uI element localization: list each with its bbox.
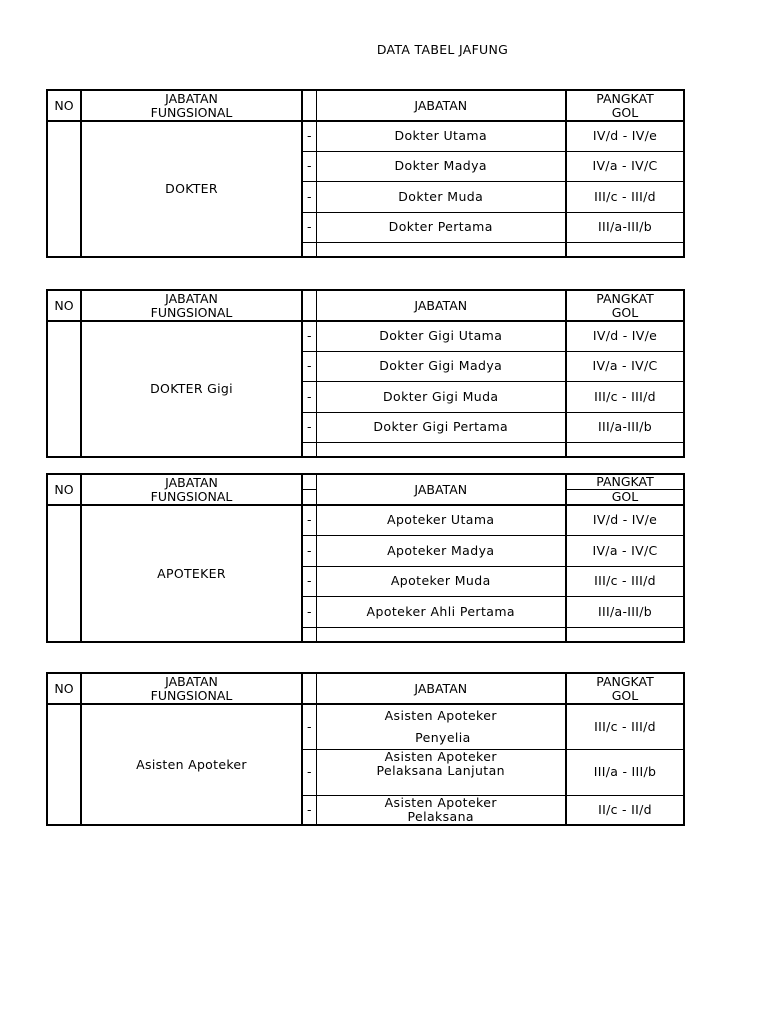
jabatan-line1: Asisten Apoteker [384, 707, 497, 723]
no-cell [47, 321, 81, 457]
jabatan-line2: Penyelia [410, 729, 471, 745]
pangkat-cell: III/c - III/d [566, 704, 684, 749]
jabatan-cell: Dokter Madya [316, 151, 566, 181]
header-jabatan-fungsional [81, 673, 302, 704]
header-pangkat: PANGKAT [566, 474, 684, 490]
row-dash: - [302, 381, 316, 412]
jabatan-fungsional-cell: Asisten Apoteker [81, 704, 302, 825]
jabatan-line1: Asisten Apoteker [384, 749, 497, 764]
header-jabatan: JABATAN [316, 90, 566, 121]
row-dash: - [302, 566, 316, 596]
jabatan-cell: Dokter Pertama [316, 212, 566, 242]
jabatan-cell [316, 795, 566, 825]
header-fungsional-line1: JABATAN [165, 290, 218, 306]
header-jabatan-fungsional [81, 290, 302, 321]
header-jabatan: JABATAN [316, 290, 566, 321]
header-pangkat-line1: PANGKAT [596, 290, 654, 306]
pangkat-cell: IV/d - IV/e [566, 321, 684, 351]
header-jabatan: JABATAN [316, 673, 566, 704]
header-no: NO [47, 290, 81, 321]
header-pangkat-gol [566, 673, 684, 704]
row-dash-empty [302, 627, 316, 642]
row-dash: - [302, 749, 316, 795]
jabatan-cell: Apoteker Ahli Pertama [316, 596, 566, 627]
pangkat-cell: IV/d - IV/e [566, 505, 684, 535]
header-jabatan-fungsional [81, 90, 302, 121]
header-dash-col [302, 490, 316, 506]
row-dash: - [302, 505, 316, 535]
no-cell [47, 704, 81, 825]
jabatan-cell: Dokter Gigi Pertama [316, 412, 566, 442]
jabatan-cell: Dokter Gigi Muda [316, 381, 566, 412]
table-header-row [47, 290, 684, 321]
table-row [47, 121, 684, 151]
row-dash: - [302, 596, 316, 627]
table-header-row [47, 90, 684, 121]
table-row [47, 505, 684, 535]
jabatan-line2: Pelaksana Lanjutan [376, 762, 505, 778]
header-pangkat-line2: GOL [611, 304, 639, 320]
header-fungsional-line2: FUNGSIONAL [150, 488, 233, 504]
jabatan-fungsional-cell: APOTEKER [81, 505, 302, 642]
pangkat-cell: II/c - II/d [566, 795, 684, 825]
pangkat-cell: III/c - III/d [566, 566, 684, 596]
pangkat-cell: IV/a - IV/C [566, 151, 684, 181]
table-header-row [47, 673, 684, 704]
jabatan-fungsional-cell: DOKTER Gigi [81, 321, 302, 457]
pangkat-cell: III/c - III/d [566, 381, 684, 412]
no-cell [47, 505, 81, 642]
pangkat-cell: III/a-III/b [566, 596, 684, 627]
header-dash-col [302, 290, 316, 321]
table-row [47, 321, 684, 351]
jabatan-cell-empty [316, 242, 566, 257]
jafung-table-dokter-gigi [46, 289, 685, 458]
header-pangkat-gol [566, 90, 684, 121]
table-header-row [47, 474, 684, 490]
pangkat-cell-empty [566, 442, 684, 457]
jabatan-cell [316, 704, 566, 749]
jabatan-cell: Apoteker Utama [316, 505, 566, 535]
table-row [47, 704, 684, 749]
jafung-table-dokter [46, 89, 685, 258]
header-dash-col [302, 474, 316, 490]
header-dash-col [302, 673, 316, 704]
row-dash-empty [302, 242, 316, 257]
pangkat-cell-empty [566, 242, 684, 257]
header-jabatan: JABATAN [316, 474, 566, 505]
pangkat-cell: III/a-III/b [566, 412, 684, 442]
pangkat-cell: III/a-III/b [566, 212, 684, 242]
row-dash: - [302, 351, 316, 381]
row-dash: - [302, 795, 316, 825]
header-pangkat-line2: GOL [611, 104, 639, 120]
row-dash: - [302, 321, 316, 351]
row-dash: - [302, 151, 316, 181]
jabatan-line2: Pelaksana [407, 808, 474, 824]
jafung-table-asisten-apoteker [46, 672, 685, 826]
jabatan-cell: Dokter Gigi Madya [316, 351, 566, 381]
pangkat-cell-empty [566, 627, 684, 642]
header-no: NO [47, 90, 81, 121]
header-jabatan-fungsional [81, 474, 302, 505]
jabatan-cell: Dokter Gigi Utama [316, 321, 566, 351]
header-fungsional-line1: JABATAN [165, 673, 218, 689]
header-pangkat-line2: GOL [611, 687, 639, 703]
row-dash-empty [302, 442, 316, 457]
row-dash: - [302, 412, 316, 442]
row-dash: - [302, 181, 316, 212]
pangkat-cell: III/c - III/d [566, 181, 684, 212]
header-pangkat-line1: PANGKAT [596, 90, 654, 106]
header-fungsional-line1: JABATAN [165, 474, 218, 490]
header-fungsional-line1: JABATAN [165, 90, 218, 106]
pangkat-cell: IV/d - IV/e [566, 121, 684, 151]
row-dash: - [302, 704, 316, 749]
header-fungsional-line2: FUNGSIONAL [150, 104, 233, 120]
jabatan-cell-empty [316, 442, 566, 457]
jabatan-cell: Dokter Utama [316, 121, 566, 151]
header-dash-col [302, 90, 316, 121]
page-title: DATA TABEL JAFUNG [376, 42, 509, 57]
jabatan-cell: Apoteker Madya [316, 535, 566, 566]
jabatan-cell [316, 749, 566, 795]
header-no: NO [47, 474, 81, 505]
jafung-table-apoteker [46, 473, 685, 643]
header-pangkat-gol [566, 290, 684, 321]
header-no: NO [47, 673, 81, 704]
header-fungsional-line2: FUNGSIONAL [150, 687, 233, 703]
pangkat-cell: III/a - III/b [566, 749, 684, 795]
jabatan-cell: Dokter Muda [316, 181, 566, 212]
jabatan-cell-empty [316, 627, 566, 642]
jabatan-cell: Apoteker Muda [316, 566, 566, 596]
pangkat-cell: IV/a - IV/C [566, 535, 684, 566]
header-fungsional-line2: FUNGSIONAL [150, 304, 233, 320]
pangkat-cell: IV/a - IV/C [566, 351, 684, 381]
no-cell [47, 121, 81, 257]
jabatan-line1: Asisten Apoteker [384, 795, 497, 810]
header-pangkat-line1: PANGKAT [596, 673, 654, 689]
jabatan-fungsional-cell: DOKTER [81, 121, 302, 257]
row-dash: - [302, 121, 316, 151]
row-dash: - [302, 212, 316, 242]
header-gol: GOL [566, 490, 684, 506]
row-dash: - [302, 535, 316, 566]
